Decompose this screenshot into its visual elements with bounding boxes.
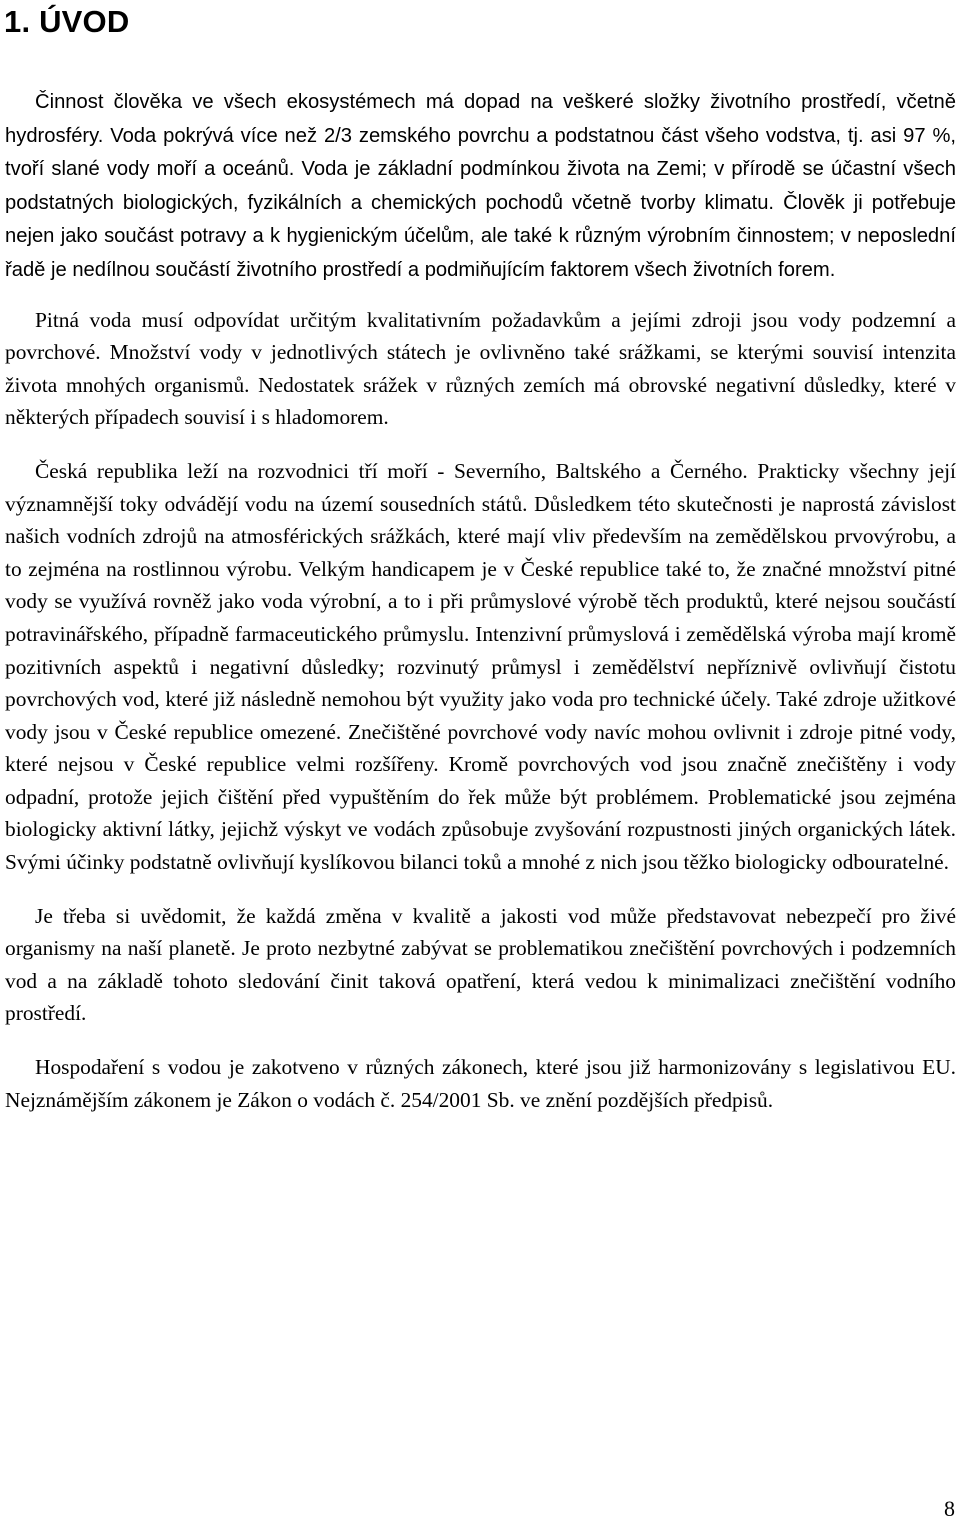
- paragraph-legislation-text: Hospodaření s vodou je zakotveno v různých zákonech, které jsou již harmonizovány s legislativou EU. Nejznámějším zákonem je Zákon o vodách č. 254/2001 Sb. ve znění pozdějších předpisů.: [5, 1055, 956, 1112]
- paragraph-legislation: [5, 1051, 956, 1116]
- body-text: [5, 85, 956, 1137]
- paragraph-czech-republic: [5, 455, 956, 879]
- paragraph-water-quality-text: Je třeba si uvědomit, že každá změna v kvalitě a jakosti vod může představovat nebezpečí pro živé organismy na naší planetě. Je proto nezbytné zabývat se problematikou znečištění povrchových i podzemních vod a na základě tohoto sledování činit taková opatření, která vedou k minimalizaci znečištění vodního prostředí.: [5, 903, 956, 1026]
- section-heading: 1. ÚVOD: [4, 4, 130, 39]
- paragraph-intro: [5, 85, 956, 287]
- paragraph-intro-text: Činnost člověka ve všech ekosystémech má dopad na veškeré složky životního prostředí, včetně hydrosféry. Voda pokrývá více než 2/3 zemského povrchu a podstatnou část všeho vodstva, tj. asi 97 %, tvoří slané vody moří a oceánů. Voda je základní podmínkou života na Zemi; v přírodě se účastní všech podstatných biologických, fyzikálních a chemických pochodů včetně tvorby klimatu. Člověk ji potřebuje nejen jako součást potravy a k hygienickým účelům, ale také k různým výrobním činnostem; v neposlední řadě je nedílnou součástí životního prostředí a podmiňujícím faktorem všech životních forem.: [5, 91, 956, 281]
- paragraph-czech-republic-text: Česká republika leží na rozvodnici tří moří - Severního, Baltského a Černého. Prakticky všechny její významnější toky odvádějí vodu na území sousedních států. Důsledkem této skutečnosti je naprostá závislost našich vodních zdrojů na atmosférických srážkách, které mají vliv především na zemědělskou prvovýrobu, a to zejména na rostlinnou výrobu. Velkým handicapem je v České republice také to, že značné množství pitné vody se využívá rovněž jako voda výrobní, a to i při průmyslové výrobě těch produktů, které nejsou součástí potravinářského, případně farmaceutického průmyslu. Intenzivní průmyslová i zemědělská výroba mají kromě pozitivních aspektů i negativní důsledky; rozvinutý průmysl i zemědělství nepříznivě ovlivňují čistotu povrchových vod, které již následně nemohou být využity jako voda pro technické účely. Také zdroje užitkové vody jsou v České republice omezené. Znečištěné povrchové vody navíc mohou ovlivnit i zdroje pitné vody, které nejsou v České republice velmi rozšířeny. Kromě povrchových vod jsou značně znečištěny i vody odpadní, protože jejich čištění před vypuštěním do řek může být problémem. Problematické jsou zejména biologicky aktivní látky, jejichž výskyt ve vodách způsobuje zvyšování rozpustnosti jiných organických látek. Svými účinky podstatně ovlivňují kyslíkovou bilanci toků a mnohé z nich jsou těžko biologicky odbouratelné.: [5, 458, 956, 875]
- paragraph-drinking-water: [5, 304, 956, 434]
- paragraph-water-quality: [5, 900, 956, 1030]
- page-number: 8: [944, 1496, 955, 1521]
- paragraph-drinking-water-text: Pitná voda musí odpovídat určitým kvalitativním požadavkům a jejími zdroji jsou vody podzemní a povrchové. Množství vody v jednotlivých státech je ovlivněno také srážkami, se kterými souvisí intenzita života mnohých organismů. Nedostatek srážek v různých zemích má obrovské negativní důsledky, které v některých případech souvisí i s hladomorem.: [5, 307, 956, 430]
